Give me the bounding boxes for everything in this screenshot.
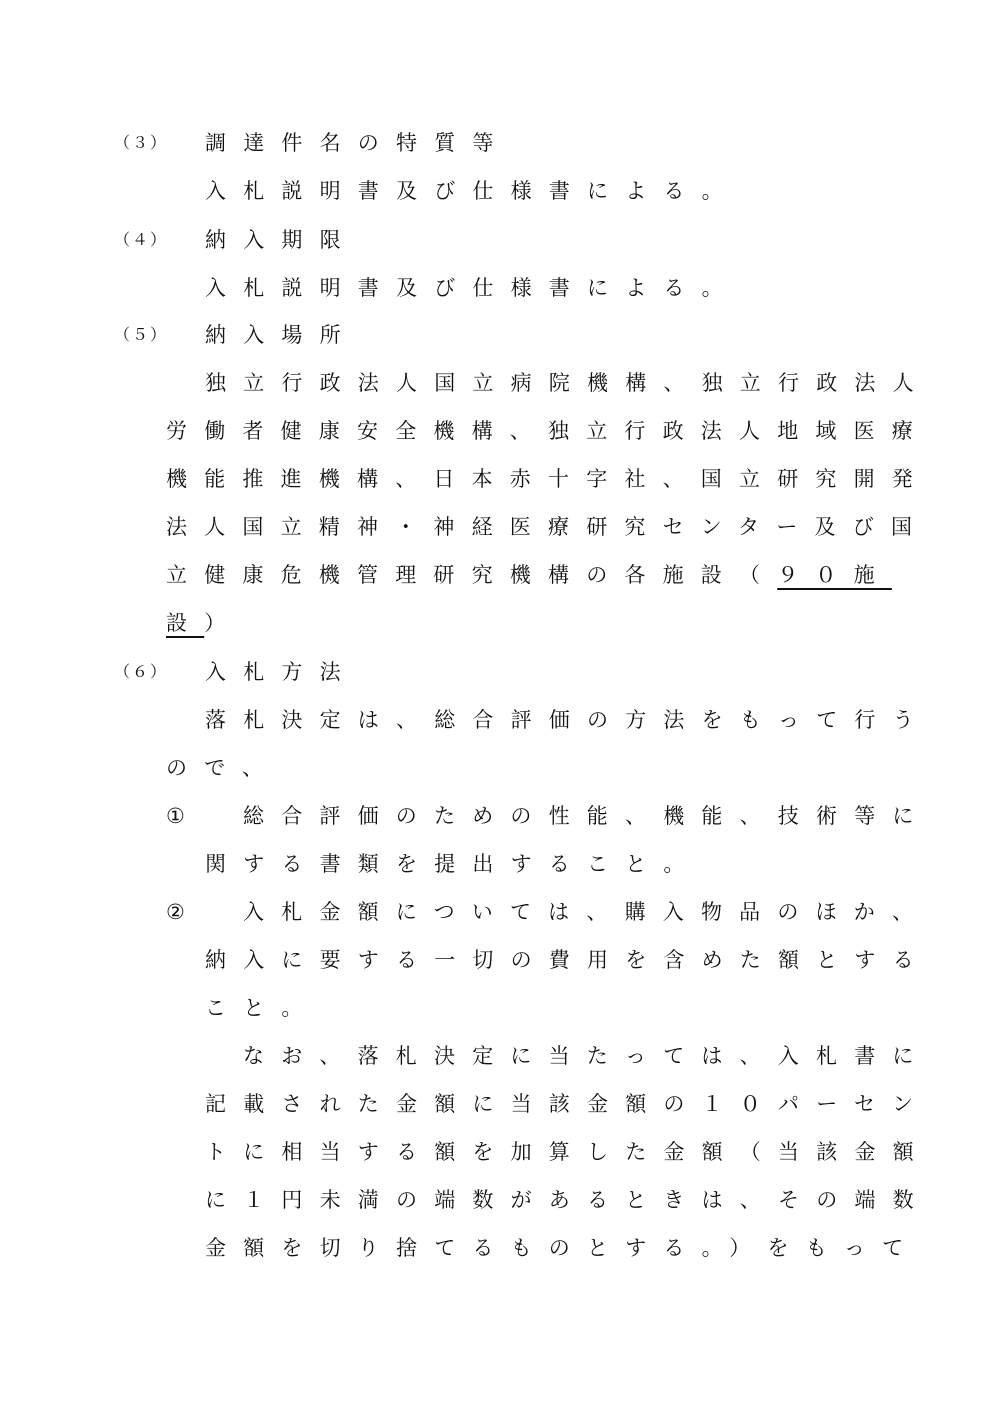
- section-5-line-6: [166, 608, 242, 638]
- section-5-line-3: 機能推進機構、日本赤十字社、国立研究開発: [166, 467, 930, 491]
- note-line-5: 金額を切り捨てるものとする。）をもって: [205, 1236, 921, 1260]
- section-5-number: （５）: [114, 325, 169, 344]
- note-line-1: なお、落札決定に当たっては、入札書に: [243, 1044, 931, 1068]
- section-6-intro-line-1: 落札決定は、総合評価の方法をもって行う: [205, 708, 931, 732]
- section-5-title: 納入場所: [205, 323, 358, 347]
- section-4-number: （４）: [114, 230, 169, 249]
- note-line-4: に１円未満の端数があるときは、その端数: [205, 1188, 931, 1212]
- section-4-title: 納入期限: [205, 228, 358, 252]
- item-1-line-1: 総合評価のための性能、機能、技術等に: [243, 804, 931, 828]
- section-5-line-2: 労働者健康安全機構、独立行政法人地域医療: [166, 419, 930, 443]
- item-1-line-2: 関する書類を提出すること。: [205, 852, 702, 876]
- section-5-line-4: 法人国立精神・神経医療研究センター及び国: [166, 515, 930, 539]
- item-2-line-1: 入札金額については、購入物品のほか、: [243, 900, 931, 924]
- section-5-closing-paren: ）: [204, 611, 243, 635]
- section-3-number: （３）: [114, 133, 169, 152]
- item-1-marker: ①: [166, 804, 203, 828]
- section-5-line-1: 独立行政法人国立病院機構、独立行政法人: [205, 371, 931, 395]
- facility-count-underlined-cont: 設: [166, 611, 205, 635]
- section-5-line-5: [166, 560, 892, 590]
- item-2-marker: ②: [166, 900, 203, 924]
- section-6-title: 入札方法: [205, 660, 358, 684]
- section-4-body: 入札説明書及び仕様書による。: [205, 276, 740, 300]
- item-2-line-2: 納入に要する一切の費用を含めた額とする: [205, 948, 931, 972]
- section-6-intro-line-2: ので、: [166, 756, 281, 780]
- section-5-line-5-text: 立健康危機管理研究機構の各施設（: [166, 563, 778, 587]
- section-6-number: （６）: [114, 662, 169, 681]
- note-line-3: トに相当する額を加算した金額（当該金額: [205, 1140, 931, 1164]
- facility-count-underlined: ９０施: [777, 563, 892, 587]
- item-2-line-3: こと。: [205, 996, 320, 1020]
- section-3-body: 入札説明書及び仕様書による。: [205, 179, 740, 203]
- section-3-title: 調達件名の特質等: [205, 131, 511, 155]
- note-line-2: 記載された金額に当該金額の１０パーセン: [205, 1092, 931, 1116]
